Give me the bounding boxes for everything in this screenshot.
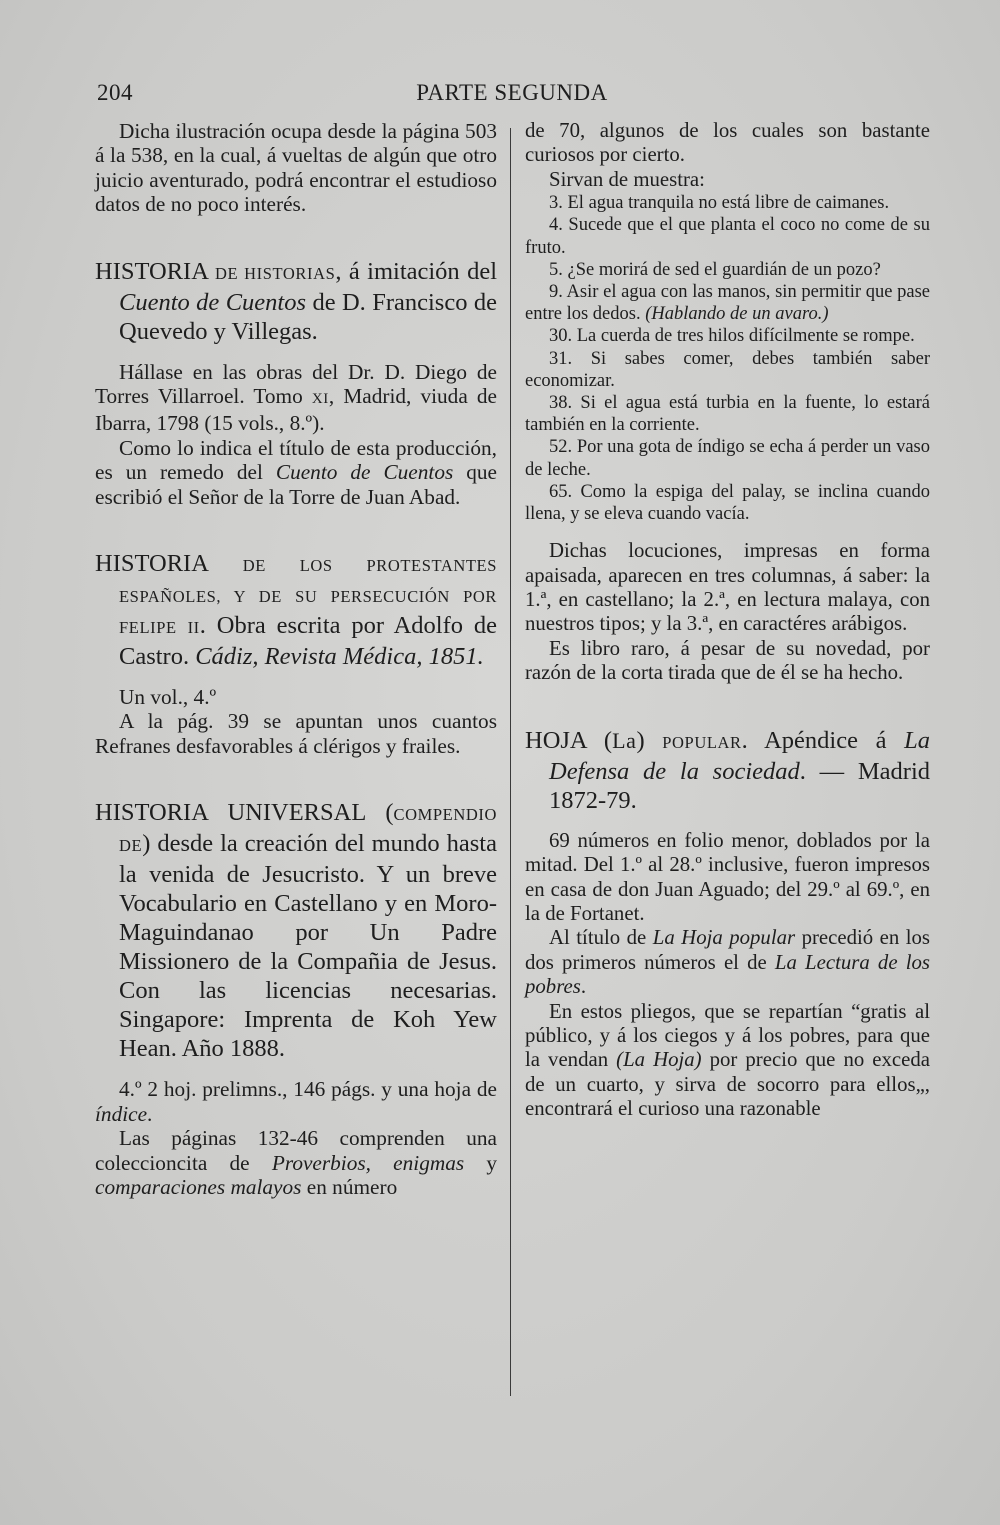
entry-heading [95, 798, 497, 1063]
heading-italic: La Defensa de la sociedad [549, 726, 930, 785]
entry-historia-universal [95, 798, 497, 1199]
heading-text: . — Madrid 1872-79. [549, 757, 931, 814]
proverb-item: 5. ¿Se morirá de sed el guardián de un pozo? [549, 259, 881, 280]
proverb-item: 65. Como la espiga del palay, se inclina cuando llena, y se eleva cuando vacía. [525, 481, 930, 525]
paragraph-text: En estos pliegos, que se repartían “gratis al público, y á los ciegos y á los pobres, para que la vendan [525, 999, 930, 1072]
entry-paragraph: Un vol., 4.º [119, 685, 217, 710]
right-column [525, 119, 930, 1122]
paragraph-text: , Madrid, viuda de Ibarra, 1798 (15 vols., 8.º). [95, 384, 497, 436]
paragraph-italic: Proverbios, enigmas [271, 1150, 465, 1175]
paragraph-italic: La Hoja popular [652, 926, 796, 950]
heading-text: . Apéndice á [741, 726, 905, 754]
entry-heading [525, 726, 930, 815]
heading-word: HISTORIA [95, 550, 208, 578]
continuation-paragraph: de 70, algunos de los cuales son bastante curiosos por cierto. [525, 119, 930, 167]
paragraph-text: Las páginas 132-46 comprenden una coleccioncita de [95, 1126, 497, 1175]
heading-text: de D. Francisco de Quevedo y Villegas. [119, 288, 497, 345]
paragraph-italic: índice [95, 1101, 148, 1126]
paragraph-text: Como lo indica el título de esta producción, es un remedo del [95, 435, 497, 485]
entry-historia-de-historias [95, 257, 497, 509]
proverb-item: 31. Si sabes comer, debes también saber economizar. [525, 348, 930, 391]
paragraph-text: . [147, 1101, 153, 1126]
proverb-item: 38. Si el agua está turbia en la fuente, lo estará también en la corriente. [525, 393, 930, 436]
paragraph-text: y [464, 1150, 498, 1175]
heading-smallcaps: DE HISTORIAS [214, 263, 336, 283]
heading-smallcaps: DE LOS PROTESTANTES ESPAÑOLES, Y DE SU PERSECUCIÓN POR FELIPE [119, 556, 498, 638]
entry-paragraph: 69 números en folio menor, doblados por la mitad. Del 1.º al 28.º inclusive, fueron impresos en casa de don Juan Aguado; del 29.º al 69.º, en la de Fortanet. [525, 828, 930, 925]
entry-heading [95, 257, 497, 346]
paragraph-text: 4.º 2 hoj. prelimns., 146 págs. y una hoja de [119, 1077, 497, 1102]
heading-text: , á imitación del [335, 257, 497, 285]
proverb-note: (Hablando de un avaro.) [640, 304, 829, 325]
sirvan-line: Sirvan de muestra: [549, 167, 705, 191]
paragraph-italic: Cuento de Cuentos [275, 460, 454, 485]
proverb-list [525, 192, 930, 525]
entry-paragraph [95, 436, 497, 509]
paragraph-italic: La Lectura de los pobres [525, 950, 930, 999]
paragraph-text: Hállase en las obras del Dr. D. Diego de Torres Villarroel. Tomo [95, 359, 497, 409]
proverb-item: 30. La cuerda de tres hilos difícilmente se rompe. [549, 326, 915, 347]
heading-text: ) desde la creación del mundo hasta la venida de Jesucristo. Y un breve Vocabulario en Castellano y en Moro-Maguindanao por Un Padre Missionero de la Compañia de Jesus. Con las licencias necesarias. Singapore: Imprenta de Koh Yew Hean. Año 1888. [119, 830, 497, 1063]
heading-smallcaps: La [612, 727, 637, 753]
entry-paragraph: A la pág. 39 se apuntan unos cuantos Refranes desfavorables á clérigos y frailes. [95, 709, 497, 758]
page-number: 204 [97, 80, 133, 105]
paragraph-text: en número [301, 1174, 398, 1199]
entry-paragraph [95, 1126, 497, 1199]
entry-hoja-popular [525, 726, 930, 1122]
heading-text: HOJA ( [525, 726, 613, 754]
entry-paragraph [95, 1077, 497, 1126]
heading-smallcaps: COMPENDIO DE [119, 805, 497, 856]
proverb-text: 9. Asir el agua con las manos, sin permitir que pase entre los dedos. [525, 282, 930, 325]
left-column [95, 119, 497, 1199]
paragraph-text: Al título de [549, 926, 653, 950]
heading-text: . Obra escrita por Adolfo de Castro. [119, 612, 497, 671]
heading-italic: Cuento de Cuentos [119, 288, 307, 316]
paragraph-text: que escribió el Señor de la Torre de Juan Abad. [95, 460, 498, 509]
proverb-item: 3. El agua tranquila no está libre de caimanes. [549, 193, 890, 214]
proverb-item: 4. Sucede que el que planta el coco no come de su fruto. [525, 215, 930, 258]
paragraph-italic: comparaciones malayos [95, 1174, 302, 1199]
intro-paragraph: Dicha ilustración ocupa desde la página 503 á la 538, en la cual, á vueltas de algún que otro juicio aventurado, podrá encontrar el estudioso datos de no poco interés. [95, 119, 497, 217]
heading-word: HISTORIA [95, 257, 208, 285]
heading-italic: Cádiz, Revista Médica, 1851. [195, 643, 484, 671]
tomo-smallcaps: XI [311, 391, 329, 408]
entry-paragraph [525, 1000, 930, 1122]
entry-paragraph [525, 926, 930, 999]
rarity-paragraph: Es libro raro, á pesar de su novedad, por razón de la corta tirada que de él se ha hecho. [525, 636, 930, 685]
entry-paragraph [95, 360, 497, 436]
proverb-item: 52. Por una gota de índigo se echa á perder un vaso de leche. [525, 437, 930, 480]
heading-smallcaps: POPULAR [662, 732, 742, 752]
entry-heading [95, 549, 497, 671]
heading-text: HISTORIA UNIVERSAL ( [95, 799, 394, 827]
proverb-item [525, 281, 930, 325]
column-divider [510, 128, 511, 1396]
paragraph-text: precedió en los dos primeros números el de [525, 926, 930, 974]
section-title: PARTE SEGUNDA [416, 80, 608, 105]
running-head [97, 80, 927, 114]
entry-historia-protestantes [95, 549, 497, 758]
paragraph-text: . [580, 975, 587, 999]
paragraph-italic: (La Hoja) [616, 1048, 702, 1072]
paragraph-text: por precio que no exceda de un cuarto, y sirva de socorro para ellos„, encontrará el curioso una razonable [525, 1048, 930, 1121]
description-paragraph: Dichas locuciones, impresas en forma apaisada, aparecen en tres columnas, á saber: la 1.ª, en castellano; la 2.ª, en lectura malaya, con nuestros tipos; y la 3.ª, en caractéres arábigos. [525, 539, 930, 636]
heading-smallcaps: II [187, 618, 200, 638]
heading-text: ) [636, 726, 663, 754]
